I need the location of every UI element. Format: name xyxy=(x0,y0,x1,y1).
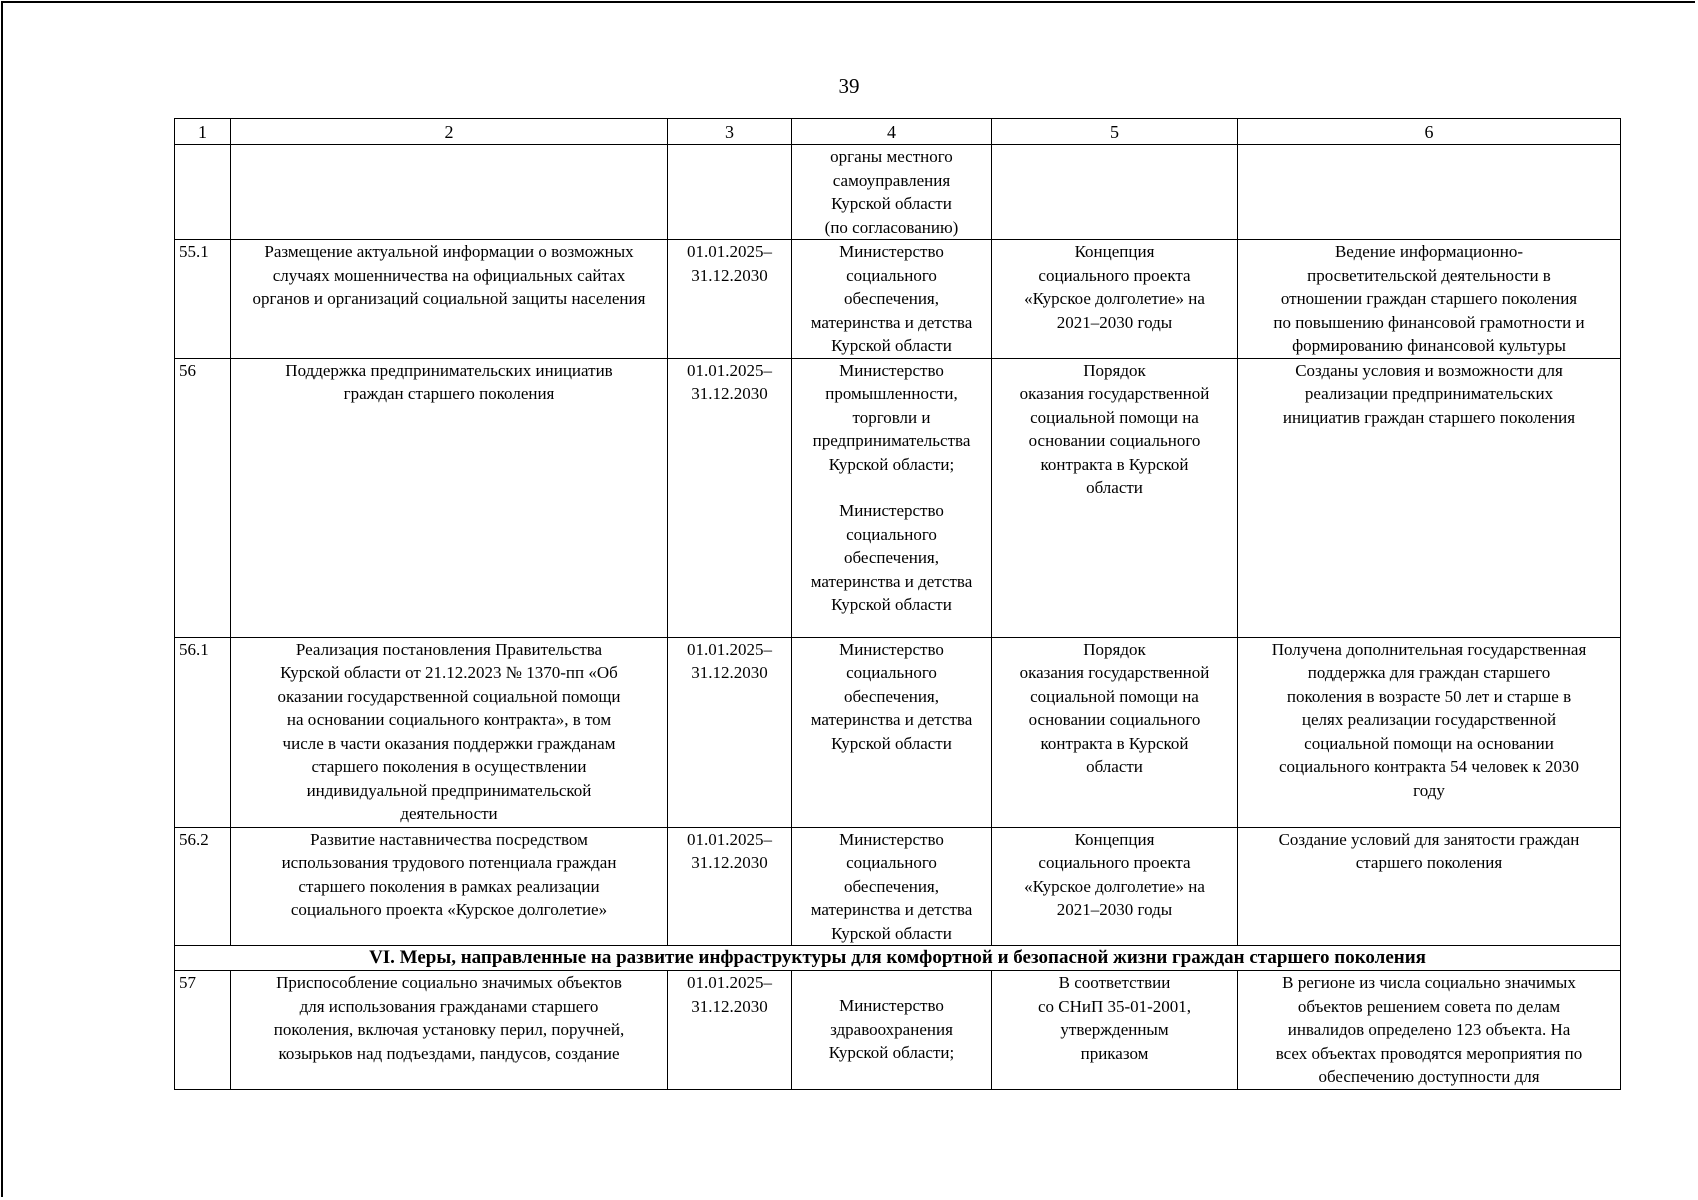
column-header: 6 xyxy=(1238,119,1621,145)
table-row-56 xyxy=(175,358,1621,637)
column-number-row xyxy=(175,119,1621,145)
cell-measure: Реализация постановления Правительства Курской области от 21.12.2023 № 1370-пп «Об оказании государственной социальной помощи на основании социального контракта», в том числе в части оказания поддержки гражданам старшего поколения в осуществлении индивидуальной предпринимательской деятельности xyxy=(231,637,668,827)
measures-table xyxy=(174,118,1621,1090)
cell-result: Создание условий для занятости граждан старшего поколения xyxy=(1238,827,1621,946)
executor-secondary: Министерство социального обеспечения, материнства и детства Курской области xyxy=(810,501,973,614)
cell-result: Ведение информационно- просветительской деятельности в отношении граждан старшего поколения по повышению финансовой грамотности и формированию финансовой культуры xyxy=(1238,240,1621,359)
table-row-55-1 xyxy=(175,240,1621,359)
executor-primary: Министерство промышленности, торговли и предпринимательства Курской области; xyxy=(812,360,971,474)
cell-period: 01.01.2025– 31.12.2030 xyxy=(668,358,792,637)
cell-period: 01.01.2025– 31.12.2030 xyxy=(668,240,792,359)
cell-measure: Приспособление социально значимых объектов для использования гражданами старшего поколения, включая установку перил, поручней, козырьков над подъездами, пандусов, создание xyxy=(231,971,668,1090)
cell-executor: Министерство социального обеспечения, материнства и детства Курской области xyxy=(792,637,992,827)
executor-gap xyxy=(794,971,989,994)
table-row-56-1 xyxy=(175,637,1621,827)
cell-num: 56.1 xyxy=(175,637,231,827)
column-header: 4 xyxy=(792,119,992,145)
table-row-continuation xyxy=(175,145,1621,240)
cell-basis: Концепция социального проекта «Курское долголетие» на 2021–2030 годы xyxy=(992,240,1238,359)
cell-period: 01.01.2025– 31.12.2030 xyxy=(668,827,792,946)
cell-result: Созданы условия и возможности для реализации предпринимательских инициатив граждан старшего поколения xyxy=(1238,358,1621,637)
cell-num: 56.2 xyxy=(175,827,231,946)
table-row-57 xyxy=(175,971,1621,1090)
cell-period xyxy=(668,145,792,240)
executor-gap xyxy=(794,476,989,499)
section-heading-row xyxy=(175,946,1621,971)
column-header: 3 xyxy=(668,119,792,145)
cell-measure xyxy=(231,145,668,240)
cell-num xyxy=(175,145,231,240)
column-header: 1 xyxy=(175,119,231,145)
page-number: 39 xyxy=(838,74,860,98)
cell-result xyxy=(1238,145,1621,240)
executor-primary: Министерство здравоохранения Курской области; xyxy=(828,996,955,1062)
cell-executor: Министерство социального обеспечения, материнства и детства Курской области xyxy=(792,240,992,359)
cell-basis: Порядок оказания государственной социальной помощи на основании социального контракта в Курской области xyxy=(992,358,1238,637)
cell-executor: Министерство социального обеспечения, материнства и детства Курской области xyxy=(792,827,992,946)
cell-result: Получена дополнительная государственная поддержка для граждан старшего поколения в возрасте 50 лет и старше в целях реализации государственной социальной помощи на основании социального контракта 54 человек к 2030 году xyxy=(1238,637,1621,827)
column-header: 5 xyxy=(992,119,1238,145)
cell-measure: Поддержка предпринимательских инициатив граждан старшего поколения xyxy=(231,358,668,637)
cell-measure: Размещение актуальной информации о возможных случаях мошенничества на официальных сайтах органов и организаций социальной защиты населения xyxy=(231,240,668,359)
cell-measure: Развитие наставничества посредством использования трудового потенциала граждан старшего поколения в рамках реализации социального проекта «Курское долголетие» xyxy=(231,827,668,946)
cell-basis: В соответствии со СНиП 35-01-2001, утвержденным приказом xyxy=(992,971,1238,1090)
cell-basis: Порядок оказания государственной социальной помощи на основании социального контракта в Курской области xyxy=(992,637,1238,827)
cell-executor: органы местного самоуправления Курской области (по согласованию) xyxy=(792,145,992,240)
cell-num: 56 xyxy=(175,358,231,637)
table-row-56-2 xyxy=(175,827,1621,946)
column-header: 2 xyxy=(231,119,668,145)
cell-basis xyxy=(992,145,1238,240)
cell-num: 55.1 xyxy=(175,240,231,359)
cell-basis: Концепция социального проекта «Курское долголетие» на 2021–2030 годы xyxy=(992,827,1238,946)
cell-executor xyxy=(792,971,992,1090)
cell-executor xyxy=(792,358,992,637)
cell-result: В регионе из числа социально значимых объектов решением совета по делам инвалидов определено 123 объекта. На всех объектах проводятся мероприятия по обеспечению доступности для xyxy=(1238,971,1621,1090)
cell-period: 01.01.2025– 31.12.2030 xyxy=(668,971,792,1090)
section-heading: VI. Меры, направленные на развитие инфраструктуры для комфортной и безопасной жизни граждан старшего поколения xyxy=(175,946,1621,971)
cell-period: 01.01.2025– 31.12.2030 xyxy=(668,637,792,827)
cell-num: 57 xyxy=(175,971,231,1090)
